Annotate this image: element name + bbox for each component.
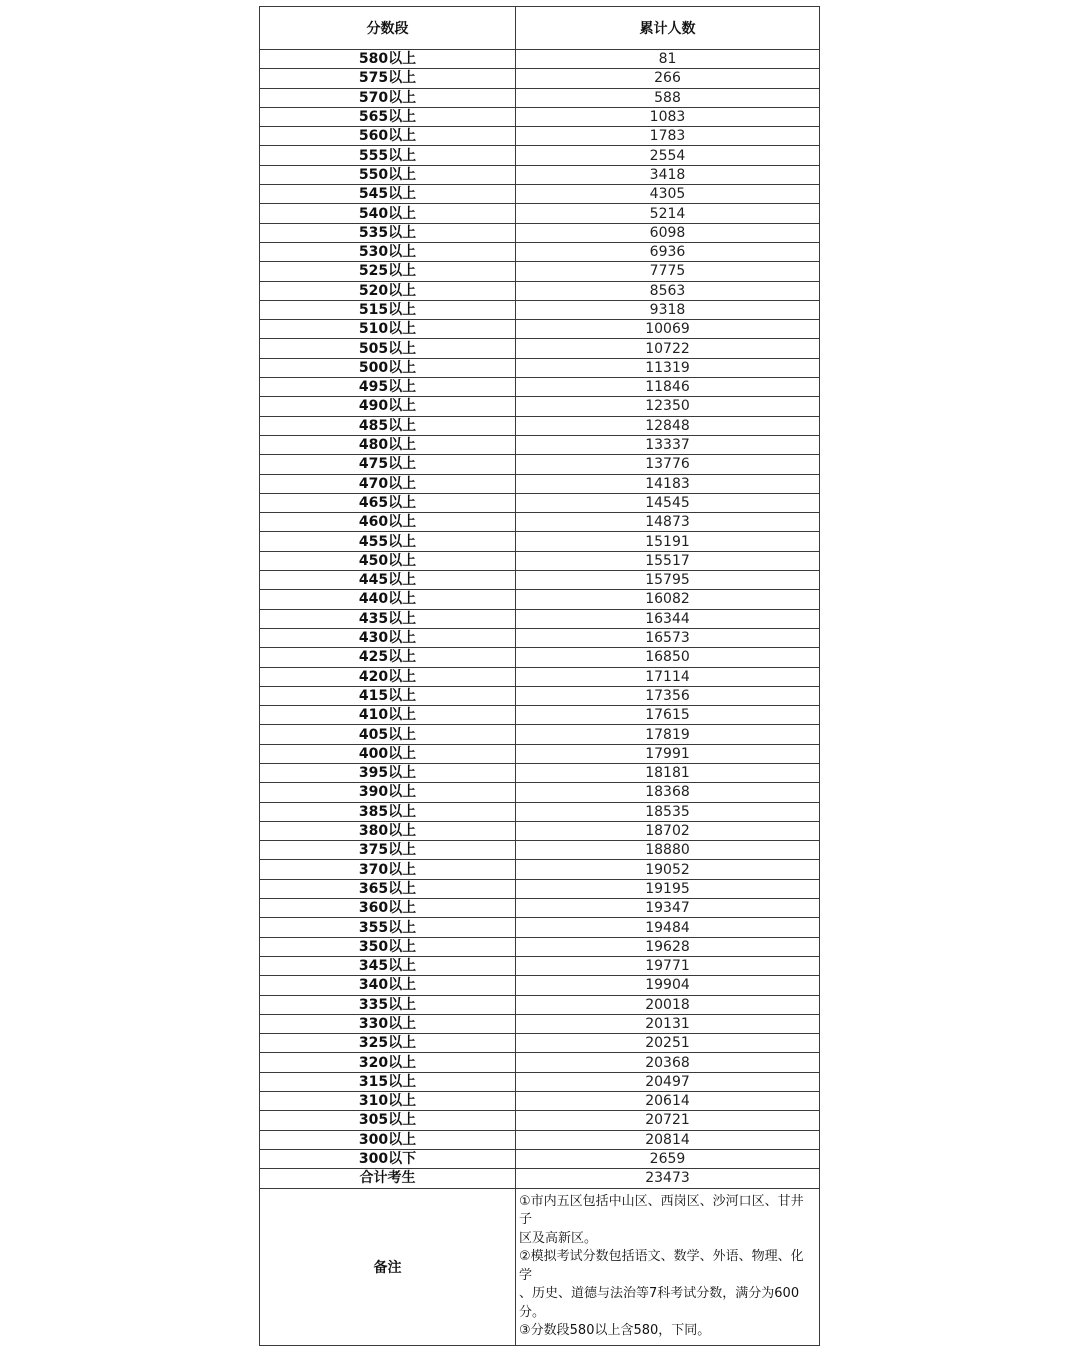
score-range-cell: 555以上 — [260, 146, 516, 165]
score-range-cell: 350以上 — [260, 937, 516, 956]
cumulative-count-cell: 6098 — [516, 223, 820, 242]
table-row — [260, 1092, 820, 1111]
table-row — [260, 956, 820, 975]
table-row — [260, 976, 820, 995]
cumulative-count-cell: 18535 — [516, 802, 820, 821]
score-range-cell: 355以上 — [260, 918, 516, 937]
cumulative-count-cell: 1083 — [516, 107, 820, 126]
table-row — [260, 1072, 820, 1091]
table-row — [260, 281, 820, 300]
table-row — [260, 590, 820, 609]
cumulative-count-cell: 19347 — [516, 899, 820, 918]
table-row — [260, 725, 820, 744]
table-row — [260, 609, 820, 628]
table-row — [260, 1034, 820, 1053]
cumulative-count-cell: 9318 — [516, 300, 820, 319]
cumulative-count-cell: 13337 — [516, 435, 820, 454]
score-range-cell: 475以上 — [260, 455, 516, 474]
table-row — [260, 1053, 820, 1072]
table-row — [260, 50, 820, 69]
table-body — [260, 50, 820, 1189]
score-range-cell: 385以上 — [260, 802, 516, 821]
score-range-cell: 315以上 — [260, 1072, 516, 1091]
score-range-cell: 360以上 — [260, 899, 516, 918]
score-range-cell: 455以上 — [260, 532, 516, 551]
score-range-cell: 535以上 — [260, 223, 516, 242]
cumulative-count-cell: 17615 — [516, 706, 820, 725]
score-range-cell: 410以上 — [260, 706, 516, 725]
note-line: ①市内五区包括中山区、西岗区、沙河口区、甘井子 — [519, 1193, 804, 1228]
score-range-cell: 440以上 — [260, 590, 516, 609]
score-range-cell: 400以上 — [260, 744, 516, 763]
score-range-cell: 335以上 — [260, 995, 516, 1014]
cumulative-count-cell: 14873 — [516, 513, 820, 532]
cumulative-count-cell: 20814 — [516, 1130, 820, 1149]
cumulative-count-cell: 10722 — [516, 339, 820, 358]
cumulative-count-cell: 15191 — [516, 532, 820, 551]
score-range-cell: 380以上 — [260, 821, 516, 840]
cumulative-count-cell: 20721 — [516, 1111, 820, 1130]
score-range-cell: 310以上 — [260, 1092, 516, 1111]
cumulative-count-cell: 12848 — [516, 416, 820, 435]
score-range-cell: 560以上 — [260, 127, 516, 146]
cumulative-count-cell: 20018 — [516, 995, 820, 1014]
score-range-cell: 550以上 — [260, 165, 516, 184]
table-row — [260, 802, 820, 821]
score-range-cell: 470以上 — [260, 474, 516, 493]
score-range-cell: 540以上 — [260, 204, 516, 223]
score-range-cell: 340以上 — [260, 976, 516, 995]
score-range-cell: 300以上 — [260, 1130, 516, 1149]
cumulative-count-cell: 19904 — [516, 976, 820, 995]
cumulative-count-cell: 20614 — [516, 1092, 820, 1111]
table-row — [260, 667, 820, 686]
table-row — [260, 1014, 820, 1033]
cumulative-count-cell: 2659 — [516, 1149, 820, 1168]
table-row — [260, 185, 820, 204]
score-range-cell: 485以上 — [260, 416, 516, 435]
table-row — [260, 744, 820, 763]
table-row — [260, 763, 820, 782]
cumulative-count-cell: 18181 — [516, 763, 820, 782]
cumulative-count-cell: 18368 — [516, 783, 820, 802]
score-range-cell: 460以上 — [260, 513, 516, 532]
cumulative-count-cell: 20368 — [516, 1053, 820, 1072]
score-range-cell: 500以上 — [260, 358, 516, 377]
score-range-cell: 480以上 — [260, 435, 516, 454]
table-row — [260, 204, 820, 223]
score-range-cell: 520以上 — [260, 281, 516, 300]
table-row — [260, 860, 820, 879]
cumulative-count-cell: 23473 — [516, 1169, 820, 1188]
cumulative-count-cell: 17991 — [516, 744, 820, 763]
score-distribution-table — [259, 6, 820, 1346]
score-range-cell: 430以上 — [260, 628, 516, 647]
cumulative-count-cell: 16082 — [516, 590, 820, 609]
score-range-cell: 365以上 — [260, 879, 516, 898]
score-range-cell: 合计考生 — [260, 1169, 516, 1188]
cumulative-count-cell: 18702 — [516, 821, 820, 840]
table-row — [260, 706, 820, 725]
header-score-range: 分数段 — [260, 7, 516, 50]
score-range-cell: 450以上 — [260, 551, 516, 570]
cumulative-count-cell: 11846 — [516, 378, 820, 397]
table-row — [260, 378, 820, 397]
cumulative-count-cell: 20131 — [516, 1014, 820, 1033]
notes-body — [516, 1188, 820, 1345]
table-row — [260, 88, 820, 107]
notes-row — [260, 1188, 820, 1345]
score-range-cell: 375以上 — [260, 841, 516, 860]
table-row — [260, 69, 820, 88]
score-range-cell: 545以上 — [260, 185, 516, 204]
table-row — [260, 455, 820, 474]
score-range-cell: 305以上 — [260, 1111, 516, 1130]
cumulative-count-cell: 15795 — [516, 571, 820, 590]
table-row — [260, 551, 820, 570]
table-row — [260, 879, 820, 898]
table-row — [260, 242, 820, 261]
score-range-cell: 370以上 — [260, 860, 516, 879]
cumulative-count-cell: 19771 — [516, 956, 820, 975]
table-row — [260, 571, 820, 590]
cumulative-count-cell: 81 — [516, 50, 820, 69]
cumulative-count-cell: 7775 — [516, 262, 820, 281]
score-range-cell: 495以上 — [260, 378, 516, 397]
table-row — [260, 995, 820, 1014]
cumulative-count-cell: 20251 — [516, 1034, 820, 1053]
cumulative-count-cell: 20497 — [516, 1072, 820, 1091]
score-range-cell: 435以上 — [260, 609, 516, 628]
cumulative-count-cell: 588 — [516, 88, 820, 107]
table-row — [260, 841, 820, 860]
score-range-cell: 510以上 — [260, 320, 516, 339]
cumulative-count-cell: 6936 — [516, 242, 820, 261]
cumulative-count-cell: 16344 — [516, 609, 820, 628]
cumulative-count-cell: 5214 — [516, 204, 820, 223]
cumulative-count-cell: 11319 — [516, 358, 820, 377]
score-range-cell: 390以上 — [260, 783, 516, 802]
table-row — [260, 358, 820, 377]
table-row — [260, 783, 820, 802]
note-line: 、历史、道德与法治等7科考试分数，满分为600分。 — [519, 1286, 800, 1320]
score-range-cell: 580以上 — [260, 50, 516, 69]
table-row — [260, 821, 820, 840]
table-row — [260, 648, 820, 667]
table-row — [260, 628, 820, 647]
score-range-cell: 425以上 — [260, 648, 516, 667]
score-range-cell: 530以上 — [260, 242, 516, 261]
note-line: ③分数段580以上含580，下同。 — [519, 1323, 711, 1339]
table-row — [260, 223, 820, 242]
table-row — [260, 300, 820, 319]
cumulative-count-cell: 19484 — [516, 918, 820, 937]
score-range-cell: 325以上 — [260, 1034, 516, 1053]
notes-label: 备注 — [260, 1188, 516, 1345]
cumulative-count-cell: 19628 — [516, 937, 820, 956]
table-row — [260, 493, 820, 512]
score-range-cell: 345以上 — [260, 956, 516, 975]
table-row — [260, 262, 820, 281]
note-line: ②模拟考试分数包括语文、数学、外语、物理、化学 — [519, 1249, 804, 1283]
cumulative-count-cell: 19052 — [516, 860, 820, 879]
score-range-cell: 405以上 — [260, 725, 516, 744]
score-range-cell: 505以上 — [260, 339, 516, 358]
table-row — [260, 416, 820, 435]
score-range-cell: 515以上 — [260, 300, 516, 319]
score-range-cell: 565以上 — [260, 107, 516, 126]
cumulative-count-cell: 4305 — [516, 185, 820, 204]
table-row — [260, 107, 820, 126]
table-row — [260, 918, 820, 937]
table-row — [260, 474, 820, 493]
score-range-cell: 300以下 — [260, 1149, 516, 1168]
cumulative-count-cell: 8563 — [516, 281, 820, 300]
table-row — [260, 1149, 820, 1168]
table-row — [260, 1169, 820, 1188]
table-row — [260, 146, 820, 165]
cumulative-count-cell: 15517 — [516, 551, 820, 570]
table-row — [260, 532, 820, 551]
cumulative-count-cell: 16850 — [516, 648, 820, 667]
table-row — [260, 165, 820, 184]
header-cumulative-count: 累计人数 — [516, 7, 820, 50]
table-row — [260, 397, 820, 416]
cumulative-count-cell: 16573 — [516, 628, 820, 647]
cumulative-count-cell: 14545 — [516, 493, 820, 512]
score-range-cell: 465以上 — [260, 493, 516, 512]
cumulative-count-cell: 17114 — [516, 667, 820, 686]
table-row — [260, 127, 820, 146]
cumulative-count-cell: 19195 — [516, 879, 820, 898]
table-row — [260, 320, 820, 339]
cumulative-count-cell: 266 — [516, 69, 820, 88]
note-line: 区及高新区。 — [519, 1230, 598, 1246]
table-row — [260, 899, 820, 918]
table-row — [260, 937, 820, 956]
cumulative-count-cell: 3418 — [516, 165, 820, 184]
score-range-cell: 525以上 — [260, 262, 516, 281]
table-row — [260, 513, 820, 532]
cumulative-count-cell: 17356 — [516, 686, 820, 705]
cumulative-count-cell: 13776 — [516, 455, 820, 474]
cumulative-count-cell: 10069 — [516, 320, 820, 339]
score-range-cell: 415以上 — [260, 686, 516, 705]
cumulative-count-cell: 14183 — [516, 474, 820, 493]
cumulative-count-cell: 1783 — [516, 127, 820, 146]
cumulative-count-cell: 2554 — [516, 146, 820, 165]
cumulative-count-cell: 18880 — [516, 841, 820, 860]
table-row — [260, 339, 820, 358]
score-range-cell: 490以上 — [260, 397, 516, 416]
cumulative-count-cell: 12350 — [516, 397, 820, 416]
table-row — [260, 435, 820, 454]
table-row — [260, 1130, 820, 1149]
score-range-cell: 320以上 — [260, 1053, 516, 1072]
table-row — [260, 1111, 820, 1130]
table-row — [260, 686, 820, 705]
score-range-cell: 395以上 — [260, 763, 516, 782]
score-range-cell: 570以上 — [260, 88, 516, 107]
table-header-row — [260, 7, 820, 50]
score-range-cell: 445以上 — [260, 571, 516, 590]
score-range-cell: 330以上 — [260, 1014, 516, 1033]
score-range-cell: 420以上 — [260, 667, 516, 686]
cumulative-count-cell: 17819 — [516, 725, 820, 744]
score-range-cell: 575以上 — [260, 69, 516, 88]
